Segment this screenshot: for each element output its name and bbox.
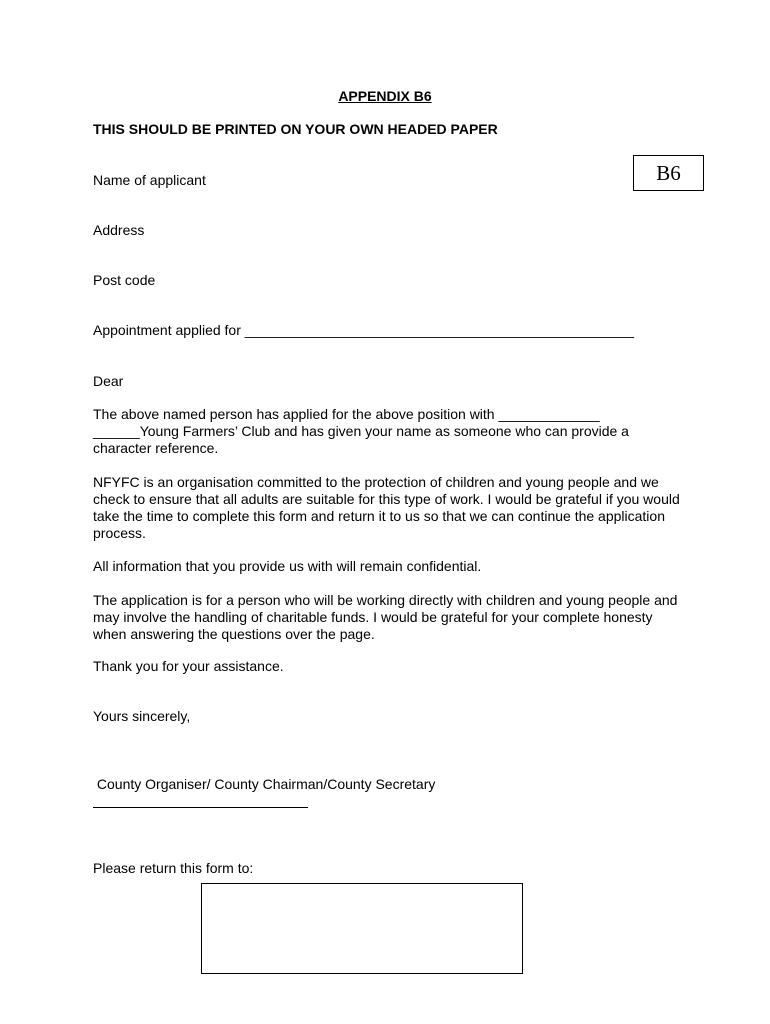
postcode-label: Post code (93, 272, 156, 288)
appointment-label: Appointment applied for __________________________________________________ (93, 322, 635, 338)
document-title: APPENDIX B6 (338, 88, 432, 104)
paragraph-4: The application is for a person who will be working directly with children and young people and may involve the handling of charitable funds. I would be grateful for your complete honesty when answering the questions over the page. (93, 592, 678, 642)
closing: Yours sincerely, (93, 708, 191, 724)
appendix-code-box: B6 (633, 155, 704, 191)
name-of-applicant-label: Name of applicant (93, 172, 206, 188)
paragraph-2: NFYFC is an organisation committed to the protection of children and young people and we check to ensure that all adults are suitable for this type of work. I would be grateful if you would take the time to complete this form and return it to us so that we can continue the application process. (93, 474, 680, 541)
signatory-title: County Organiser/ County Chairman/County Secretary (93, 776, 436, 792)
paragraph-3: All information that you provide us with will remain confidential. (93, 558, 482, 574)
document-subtitle: THIS SHOULD BE PRINTED ON YOUR OWN HEADED PAPER (93, 121, 498, 137)
paragraph-1: The above named person has applied for the above position with _____________ ______Young Farmers’ Club and has given your name as someone who can provide a character reference. (93, 406, 629, 456)
salutation: Dear (93, 373, 124, 389)
return-label: Please return this form to: (93, 860, 254, 876)
paragraph-5: Thank you for your assistance. (93, 658, 284, 674)
return-address-box (201, 883, 523, 974)
address-label: Address (93, 222, 145, 238)
signature-line (93, 807, 308, 808)
